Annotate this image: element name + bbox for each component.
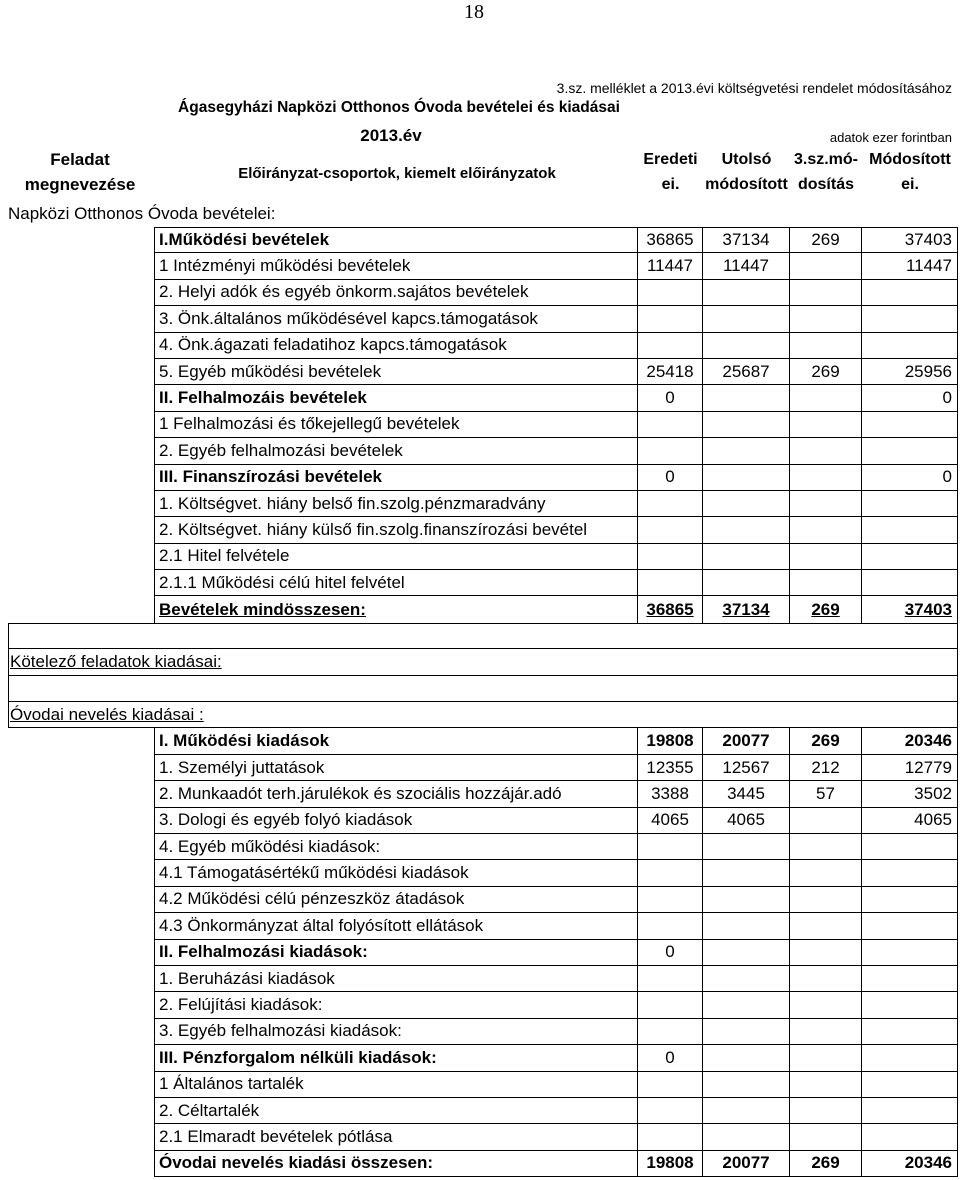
last-modified-value [703,570,790,596]
indent-cell [8,1098,155,1124]
column-header-modified-line2: ei. [901,176,919,193]
row-label: 1. Személyi juttatások [155,755,638,781]
amendment-value [790,465,862,491]
modified-value [862,1045,958,1071]
row-label: 2. Egyéb felhalmozási bevételek [155,438,638,464]
table-row [8,834,958,860]
table-row [8,913,958,939]
original-value [638,992,703,1018]
budget-table [8,227,958,1177]
last-modified-value [703,887,790,913]
original-value [638,887,703,913]
modified-value [862,306,958,332]
modified-value: 0 [862,465,958,491]
original-value [638,544,703,570]
annex-note: 3.sz. melléklet a 2013.évi költségvetési rendelet módosításához [556,80,952,96]
empty-cell [8,676,958,702]
original-value: 36865 [638,227,703,253]
page-number: 18 [464,1,484,23]
row-label: 3. Egyéb felhalmozási kiadások: [155,1019,638,1045]
table-row [8,280,958,306]
table-row [8,570,958,596]
indent-cell [8,280,155,306]
last-modified-value [703,544,790,570]
modified-value [862,992,958,1018]
original-value: 0 [638,385,703,411]
indent-cell [8,887,155,913]
original-value [638,280,703,306]
indent-cell [8,940,155,966]
indent-cell [8,359,155,385]
row-label: 2. Céltartalék [155,1098,638,1124]
indent-cell [8,253,155,279]
indent-cell [8,438,155,464]
row-label: III. Finanszírozási bevételek [155,465,638,491]
row-label: II. Felhalmozáis bevételek [155,385,638,411]
modified-value [862,966,958,992]
table-row [8,412,958,438]
last-modified-value [703,834,790,860]
amendment-value: 269 [790,728,862,754]
row-label: I.Működési bevételek [155,227,638,253]
amendment-value [790,966,862,992]
revenue-section-label: Napközi Otthonos Óvoda bevételei: [8,204,276,223]
last-modified-value [703,860,790,886]
modified-value: 11447 [862,253,958,279]
table-row [8,465,958,491]
modified-value [862,1072,958,1098]
original-value [638,1124,703,1150]
last-modified-value [703,438,790,464]
modified-value [862,913,958,939]
amendment-value [790,253,862,279]
indent-cell [8,992,155,1018]
table-row [8,966,958,992]
amendment-value [790,333,862,359]
mandatory-section-label: Kötelező feladatok kiadásai: [8,649,958,675]
original-value [638,306,703,332]
row-label: 3. Dologi és egyéb folyó kiadások [155,808,638,834]
last-modified-value [703,913,790,939]
modified-value: 20346 [862,728,958,754]
original-value: 0 [638,940,703,966]
column-header-amendment-line2: dosítás [797,176,854,193]
indent-cell [8,966,155,992]
original-value: 3388 [638,781,703,807]
row-label: 2. Helyi adók és egyéb önkorm.sajátos bevételek [155,280,638,306]
modified-value: 25956 [862,359,958,385]
table-row [8,359,958,385]
column-header-amendment-line1: 3.sz.mó- [793,151,858,168]
modified-value: 20346 [862,1151,958,1177]
row-label: 4.2 Működési célú pénzeszköz átadások [155,887,638,913]
modified-value [862,438,958,464]
row-label: II. Felhalmozási kiadások: [155,940,638,966]
last-modified-value [703,940,790,966]
table-row [8,1045,958,1071]
row-label: 4.1 Támogatásértékű működési kiadások [155,860,638,886]
original-value: 19808 [638,728,703,754]
expenditure-total-row [8,1151,958,1177]
table-row [8,385,958,411]
modified-value: 0 [862,385,958,411]
page-title: Ágasegyházi Napközi Otthonos Óvoda bevételei és kiadásai [178,99,620,116]
amendment-value [790,280,862,306]
indent-cell [8,465,155,491]
table-row [8,438,958,464]
row-label: 2.1.1 Működési célú hitel felvétel [155,570,638,596]
table-row [8,860,958,886]
modified-value [862,860,958,886]
original-value: 19808 [638,1151,703,1177]
original-value [638,333,703,359]
last-modified-value: 11447 [703,253,790,279]
original-value [638,860,703,886]
indent-cell [8,333,155,359]
row-label: 1 Általános tartalék [155,1072,638,1098]
table-row [8,491,958,517]
amendment-value [790,1098,862,1124]
table-row [8,808,958,834]
column-header-original-line1: Eredeti [643,151,698,168]
amendment-value: 57 [790,781,862,807]
last-modified-value: 20077 [703,1151,790,1177]
amendment-value: 212 [790,755,862,781]
spacer-row [8,676,958,702]
indent-cell [8,596,155,622]
modified-value: 37403 [862,227,958,253]
last-modified-value: 12567 [703,755,790,781]
original-value [638,517,703,543]
row-label: 5. Egyéb működési bevételek [155,359,638,385]
row-label: 4. Egyéb működési kiadások: [155,834,638,860]
last-modified-value [703,1124,790,1150]
row-label: 1. Beruházási kiadások [155,966,638,992]
indent-cell [8,412,155,438]
table-row [8,544,958,570]
spacer-row [8,623,958,649]
last-modified-value [703,465,790,491]
amendment-value [790,1019,862,1045]
last-modified-value [703,1045,790,1071]
amendment-value [790,438,862,464]
last-modified-value [703,306,790,332]
row-label: 1 Felhalmozási és tőkejellegű bevételek [155,412,638,438]
modified-value [862,412,958,438]
table-row [8,1124,958,1150]
indent-cell [8,517,155,543]
amendment-value [790,412,862,438]
indent-cell [8,1151,155,1177]
amendment-value [790,491,862,517]
last-modified-value [703,491,790,517]
column-header-task-line1: Feladat [50,150,110,169]
amendment-value [790,834,862,860]
indent-cell [8,808,155,834]
last-modified-value [703,333,790,359]
last-modified-value [703,517,790,543]
table-row [8,940,958,966]
original-value: 36865 [638,596,703,622]
amendment-value [790,385,862,411]
amendment-value [790,992,862,1018]
amendment-value [790,887,862,913]
table-row [8,728,958,754]
row-label: 2.1 Hitel felvétele [155,544,638,570]
indent-cell [8,1019,155,1045]
table-row [8,1072,958,1098]
modified-value [862,517,958,543]
modified-value: 3502 [862,781,958,807]
table-row [8,253,958,279]
table-row [8,517,958,543]
indent-cell [8,227,155,253]
amendment-value [790,860,862,886]
modified-value [862,1019,958,1045]
modified-value [862,1098,958,1124]
last-modified-value [703,1019,790,1045]
row-label: III. Pénzforgalom nélküli kiadások: [155,1045,638,1071]
modified-value [862,544,958,570]
indent-cell [8,834,155,860]
original-value [638,412,703,438]
fiscal-year: 2013.év [360,126,422,145]
row-label: 2. Költségvet. hiány külső fin.szolg.finanszírozási bevétel [155,517,638,543]
modified-value [862,333,958,359]
indent-cell [8,728,155,754]
table-row [8,1019,958,1045]
original-value: 0 [638,465,703,491]
last-modified-value [703,1072,790,1098]
last-modified-value: 37134 [703,227,790,253]
section-row [8,649,958,675]
column-header-original-line2: ei. [661,176,680,193]
row-label: 2.1 Elmaradt bevételek pótlása [155,1124,638,1150]
amendment-value [790,517,862,543]
table-row [8,1098,958,1124]
original-value: 0 [638,1045,703,1071]
empty-cell [8,623,958,649]
row-label: Óvodai nevelés kiadási összesen: [155,1151,638,1177]
indent-cell [8,385,155,411]
last-modified-value: 37134 [703,596,790,622]
original-value [638,913,703,939]
row-label: I. Működési kiadások [155,728,638,754]
amendment-value: 269 [790,596,862,622]
modified-value [862,1124,958,1150]
amendment-value [790,940,862,966]
indent-cell [8,755,155,781]
original-value [638,1098,703,1124]
last-modified-value: 4065 [703,808,790,834]
original-value [638,438,703,464]
amendment-value: 269 [790,1151,862,1177]
row-label: Bevételek mindösszesen: [155,596,638,622]
modified-value [862,570,958,596]
modified-value [862,491,958,517]
modified-value [862,887,958,913]
modified-value [862,834,958,860]
amendment-value [790,1072,862,1098]
table-row [8,992,958,1018]
indent-cell [8,306,155,332]
original-value: 11447 [638,253,703,279]
modified-value: 37403 [862,596,958,622]
column-header-task-line2: megnevezése [24,175,136,194]
row-label: 2. Felújítási kiadások: [155,992,638,1018]
last-modified-value [703,412,790,438]
amendment-value: 269 [790,227,862,253]
row-label: 2. Munkaadót terh.járulékok és szociális hozzájár.adó [155,781,638,807]
last-modified-value [703,966,790,992]
column-header-last-modified-line2: módosított [705,176,788,193]
table-row [8,227,958,253]
amendment-value [790,808,862,834]
original-value: 12355 [638,755,703,781]
original-value [638,834,703,860]
last-modified-value [703,1098,790,1124]
table-row [8,781,958,807]
indent-cell [8,570,155,596]
table-row [8,887,958,913]
expenditure-section-label: Óvodai nevelés kiadásai : [8,702,958,728]
original-value: 25418 [638,359,703,385]
original-value: 4065 [638,808,703,834]
last-modified-value [703,385,790,411]
modified-value [862,280,958,306]
column-header-modified-line1: Módosított [869,151,951,168]
indent-cell [8,544,155,570]
indent-cell [8,860,155,886]
indent-cell [8,491,155,517]
last-modified-value [703,280,790,306]
amendment-value [790,913,862,939]
last-modified-value [703,992,790,1018]
table-row [8,333,958,359]
last-modified-value: 25687 [703,359,790,385]
amendment-value [790,306,862,332]
indent-cell [8,1045,155,1071]
section-row [8,702,958,728]
table-row [8,306,958,332]
row-label: 1 Intézményi működési bevételek [155,253,638,279]
last-modified-value: 20077 [703,728,790,754]
original-value [638,491,703,517]
amendment-value: 269 [790,359,862,385]
amendment-value [790,1045,862,1071]
original-value [638,966,703,992]
original-value [638,570,703,596]
column-header-last-modified-line1: Utolsó [721,151,772,168]
revenue-total-row [8,596,958,622]
original-value [638,1019,703,1045]
modified-value: 4065 [862,808,958,834]
row-label: 3. Önk.általános működésével kapcs.támogatások [155,306,638,332]
amendment-value [790,570,862,596]
indent-cell [8,781,155,807]
indent-cell [8,1124,155,1150]
column-header-groups: Előirányzat-csoportok, kiemelt előirányzatok [238,165,556,182]
amendment-value [790,544,862,570]
table-row [8,755,958,781]
indent-cell [8,1072,155,1098]
amendment-value [790,1124,862,1150]
original-value [638,1072,703,1098]
row-label: 4. Önk.ágazati feladatihoz kapcs.támogatások [155,333,638,359]
indent-cell [8,913,155,939]
unit-note: adatok ezer forintban [829,130,952,145]
modified-value: 12779 [862,755,958,781]
row-label: 1. Költségvet. hiány belső fin.szolg.pénzmaradvány [155,491,638,517]
row-label: 4.3 Önkormányzat által folyósított ellátások [155,913,638,939]
last-modified-value: 3445 [703,781,790,807]
modified-value [862,940,958,966]
